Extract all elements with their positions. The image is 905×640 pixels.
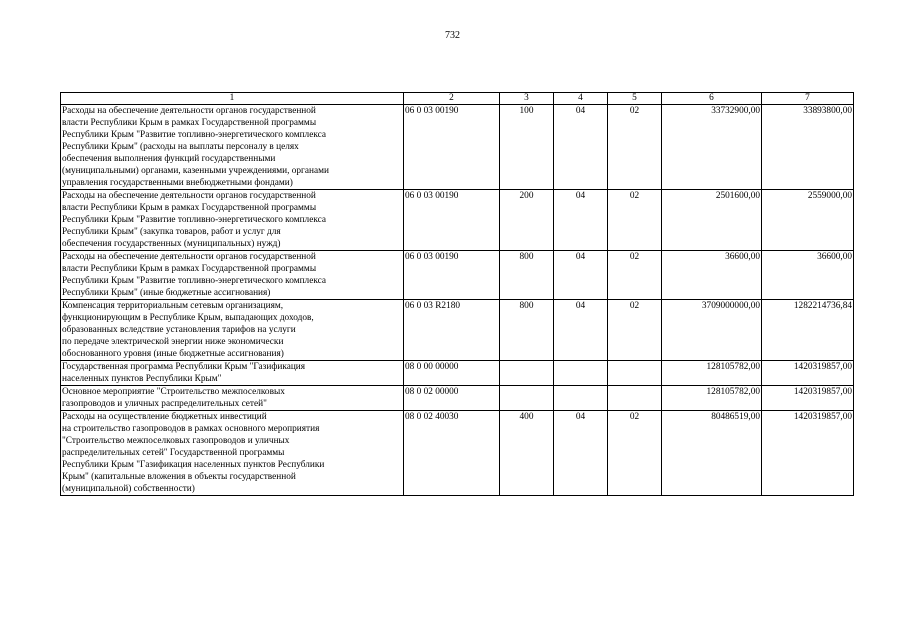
row-code: 06 0 03 00190	[404, 251, 500, 300]
row-col3	[500, 386, 554, 411]
row-code: 08 0 02 00000	[404, 386, 500, 411]
row-description: Расходы на обеспечение деятельности органов государственной власти Республики Крым в рамках Государственной программы Республики Крым "Развитие топливно-энергетического комплекса Республики Крым" (закупка товаров, работ и услуг для обеспечения государственных (муниципальных) нужд)	[61, 190, 404, 251]
row-col5	[608, 361, 662, 386]
budget-table	[60, 92, 854, 496]
table-row	[61, 105, 854, 190]
row-amount-2: 1420319857,00	[762, 386, 854, 411]
row-amount-2: 1420319857,00	[762, 361, 854, 386]
row-col3: 100	[500, 105, 554, 190]
row-amount-1: 36600,00	[662, 251, 762, 300]
row-amount-2: 36600,00	[762, 251, 854, 300]
row-amount-2: 1282214736,84	[762, 300, 854, 361]
row-code: 06 0 03 00190	[404, 190, 500, 251]
row-amount-1: 33732900,00	[662, 105, 762, 190]
row-description: Государственная программа Республики Крым "Газификация населенных пунктов Республики Крым"	[61, 361, 404, 386]
row-col4: 04	[554, 251, 608, 300]
row-amount-2: 33893800,00	[762, 105, 854, 190]
row-col4	[554, 386, 608, 411]
row-col4: 04	[554, 411, 608, 496]
table-row	[61, 300, 854, 361]
row-description: Основное мероприятие "Строительство межпоселковых газопроводов и уличных распределительных сетей"	[61, 386, 404, 411]
row-col5: 02	[608, 105, 662, 190]
row-col3: 800	[500, 300, 554, 361]
column-header-5: 5	[608, 93, 662, 105]
row-amount-1: 80486519,00	[662, 411, 762, 496]
row-code: 06 0 03 R2180	[404, 300, 500, 361]
row-code: 08 0 00 00000	[404, 361, 500, 386]
column-header-2: 2	[404, 93, 500, 105]
row-col5	[608, 386, 662, 411]
table-row	[61, 190, 854, 251]
row-col5: 02	[608, 411, 662, 496]
page-number: 732	[445, 30, 460, 41]
row-description: Расходы на осуществление бюджетных инвестиций на строительство газопроводов в рамках основного мероприятия "Строительство межпоселковых газопроводов и уличных распределительных сетей" Государственной программы Республики Крым "Газификация населенных пунктов Республики Крым" (капитальные вложения в объекты государственной (муниципальной) собственности)	[61, 411, 404, 496]
row-amount-1: 128105782,00	[662, 386, 762, 411]
row-col3: 800	[500, 251, 554, 300]
row-col5: 02	[608, 251, 662, 300]
row-amount-1: 3709000000,00	[662, 300, 762, 361]
column-header-7: 7	[762, 93, 854, 105]
table-row	[61, 411, 854, 496]
column-number-row	[61, 93, 854, 105]
row-description: Расходы на обеспечение деятельности органов государственной власти Республики Крым в рамках Государственной программы Республики Крым "Развитие топливно-энергетического комплекса Республики Крым" (расходы на выплаты персоналу в целях обеспечения выполнения функций государственными (муниципальными) органами, казенными учреждениями, органами управления государственными внебюджетными фондами)	[61, 105, 404, 190]
row-amount-2: 2559000,00	[762, 190, 854, 251]
column-header-3: 3	[500, 93, 554, 105]
row-col3: 400	[500, 411, 554, 496]
row-col5: 02	[608, 190, 662, 251]
row-col3	[500, 361, 554, 386]
table-row	[61, 386, 854, 411]
row-code: 06 0 03 00190	[404, 105, 500, 190]
row-amount-2: 1420319857,00	[762, 411, 854, 496]
column-header-4: 4	[554, 93, 608, 105]
row-col4: 04	[554, 300, 608, 361]
table-row	[61, 361, 854, 386]
row-amount-1: 2501600,00	[662, 190, 762, 251]
row-col4	[554, 361, 608, 386]
column-header-6: 6	[662, 93, 762, 105]
row-amount-1: 128105782,00	[662, 361, 762, 386]
row-col4: 04	[554, 105, 608, 190]
row-description: Компенсация территориальным сетевым организациям, функционирующим в Республике Крым, выпадающих доходов, образованных вследствие установления тарифов на услуги по передаче электрической энергии ниже экономически обоснованного уровня (иные бюджетные ассигнования)	[61, 300, 404, 361]
column-header-1: 1	[61, 93, 404, 105]
row-col4: 04	[554, 190, 608, 251]
table-row	[61, 251, 854, 300]
row-col5: 02	[608, 300, 662, 361]
row-code: 08 0 02 40030	[404, 411, 500, 496]
row-col3: 200	[500, 190, 554, 251]
row-description: Расходы на обеспечение деятельности органов государственной власти Республики Крым в рамках Государственной программы Республики Крым "Развитие топливно-энергетического комплекса Республики Крым" (иные бюджетные ассигнования)	[61, 251, 404, 300]
